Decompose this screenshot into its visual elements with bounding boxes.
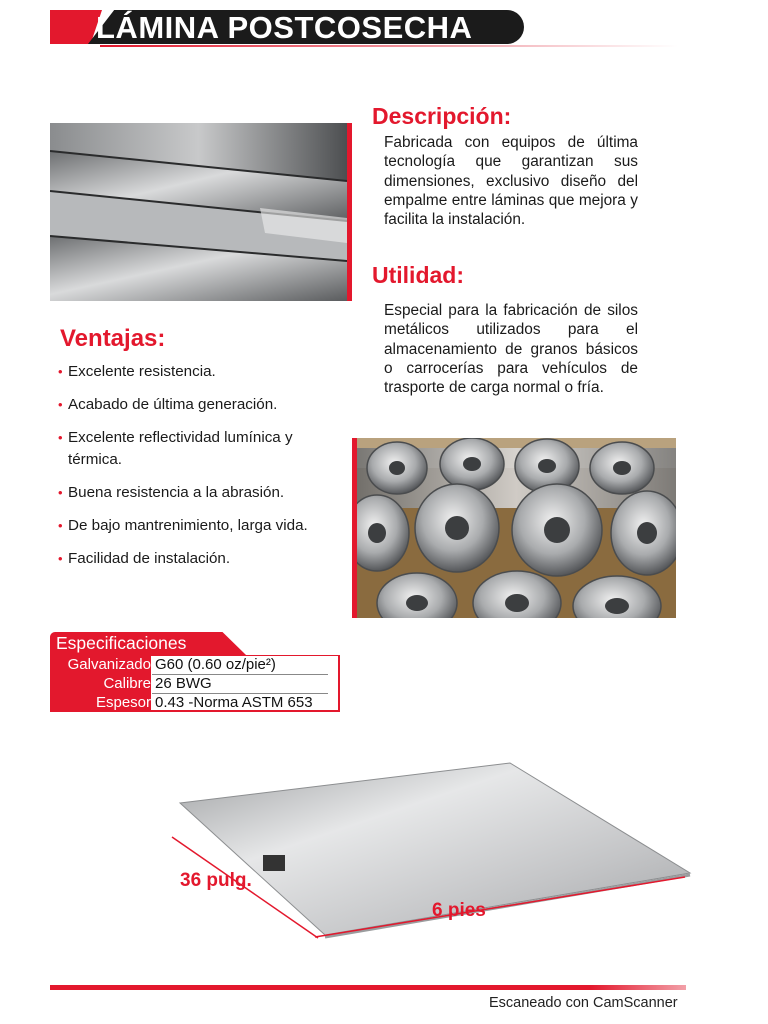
sheet-dimension-diagram <box>150 745 710 955</box>
list-item: • Buena resistencia a la abrasión. <box>58 482 333 504</box>
width-dimension-label: 36 pulg. <box>180 870 252 891</box>
list-item: • Facilidad de instalación. <box>58 548 333 570</box>
label-sticker-icon <box>263 855 285 871</box>
utilidad-text: Especial para la fabricación de silos metálicos utilizados para el almacenamiento de granos básicos o carrocerías para vehículos de trasporte de carga normal o fría. <box>384 302 638 397</box>
steel-sheets-image <box>50 123 347 301</box>
spec-label-calibre: Calibre <box>103 675 151 692</box>
spec-label-galvanizado: Galvanizado <box>67 656 151 673</box>
spec-value-calibre: 26 BWG <box>155 675 212 692</box>
header-underline <box>100 45 678 47</box>
bullet-icon: • <box>58 551 63 566</box>
list-item: • Excelente resistencia. <box>58 361 333 383</box>
spec-value-galvanizado: G60 (0.60 oz/pie²) <box>155 656 276 673</box>
descripcion-heading: Descripción: <box>372 103 512 129</box>
utilidad-heading: Utilidad: <box>372 262 464 288</box>
steel-sheets-photo <box>50 123 352 301</box>
spec-value-espesor: 0.43 -Norma ASTM 653 <box>155 694 313 711</box>
ventajas-heading: Ventajas: <box>60 325 166 352</box>
sheet-illustration <box>150 745 710 955</box>
list-item: • De bajo mantrenimiento, larga vida. <box>58 515 333 537</box>
scanner-watermark: Escaneado con CamScanner <box>489 995 678 1011</box>
bullet-icon: • <box>58 485 63 500</box>
page-title: LÁMINA POSTCOSECHA <box>96 10 473 45</box>
list-item: • Acabado de última generación. <box>58 394 333 416</box>
ventajas-list <box>58 361 333 581</box>
steel-coils-image <box>357 438 676 618</box>
bullet-icon: • <box>58 518 63 533</box>
footer-line <box>50 985 686 990</box>
bullet-icon: • <box>58 397 63 412</box>
spec-label-espesor: Espesor <box>95 694 151 711</box>
length-dimension-label: 6 pies <box>432 900 486 921</box>
steel-coils-photo <box>352 438 676 618</box>
specs-title: Especificaciones <box>56 633 187 653</box>
list-item: • Excelente reflectividad lumínica y térmica. <box>58 429 293 468</box>
descripcion-text: Fabricada con equipos de última tecnología que garantizan sus dimensiones, exclusivo diseño del empalme entre láminas que mejora y facilita la instalación. <box>384 134 638 229</box>
bullet-icon: • <box>58 364 63 379</box>
bullet-icon: • <box>58 430 63 445</box>
